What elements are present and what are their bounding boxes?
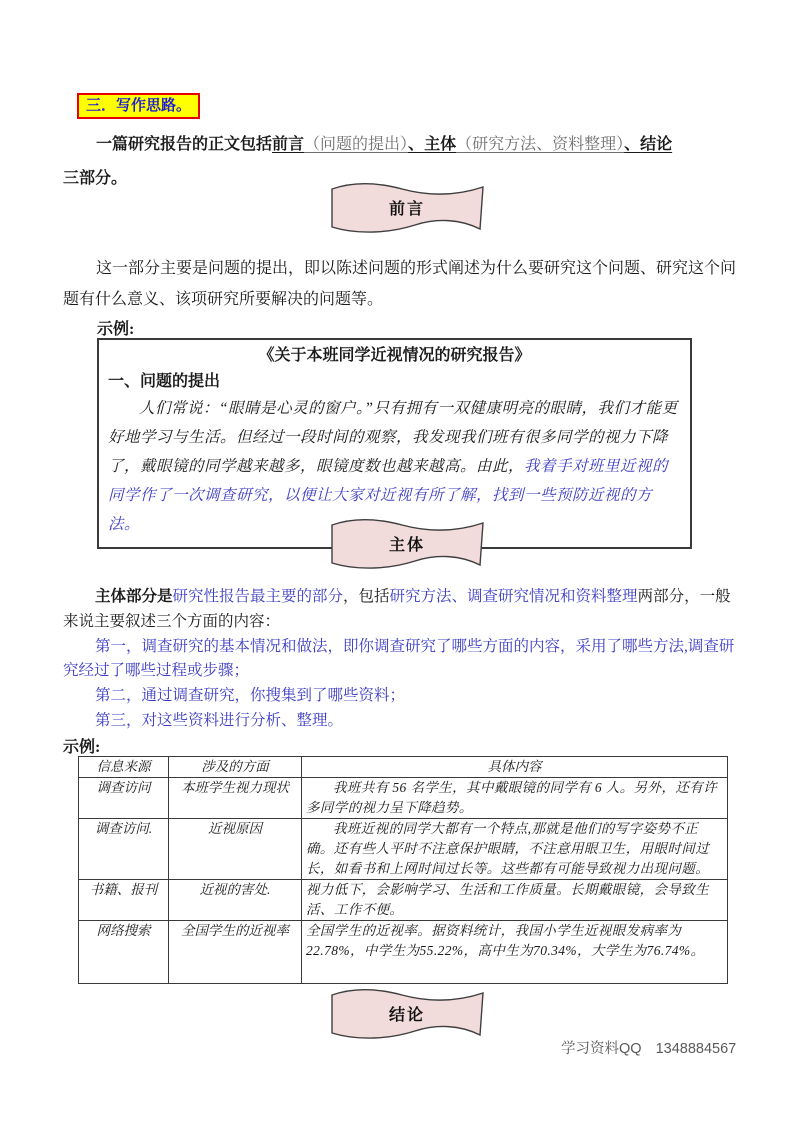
intro-lead: 一篇研究报告的正文包括 — [96, 136, 273, 153]
intro-paren-2: （研究方法、资料整理） — [456, 136, 625, 153]
list-item-second: 第二，通过调查研究，你搜集到了哪些资料； — [95, 687, 406, 705]
detail-cell: 我班近视的同学大都有一个特点,那就是他们的写字姿势不正确。还有些人平时不注意保护眼睛，不注意用眼卫生，用眼时间过长，如看书和上网时间过长等。这些都有可能导致视力出现问题。 — [302, 819, 728, 880]
zhuti-blue-1: 研究性报告最主要的部分 — [172, 588, 344, 605]
intro-tail: 三部分。 — [63, 170, 128, 187]
zhuti-blue-2: 研究方法、调查研究情况和资料整理 — [389, 588, 638, 605]
table-row — [79, 921, 728, 984]
intro-term-zhuti: 主体 — [424, 136, 457, 153]
source-cell: 网络搜索 — [79, 921, 169, 984]
intro-term-qianyan: 前言 — [272, 136, 305, 153]
wave-banner-qianyan — [320, 181, 494, 237]
banner-label-jielun: 结论 — [388, 1007, 425, 1024]
zhuti-section — [63, 585, 739, 734]
detail-cell: 我班共有 56 名学生，其中戴眼镜的同学有 6 人。另外，还有许多同学的视力呈下降趋势。 — [302, 778, 728, 819]
zhuti-lead-bold: 主体部分是 — [95, 588, 173, 605]
zhuti-black-1: ，包括 — [343, 588, 390, 605]
qianyan-paragraph: 这一部分主要是问题的提出，即以陈述问题的形式阐述为什么要研究这个问题、研究这个问题有什么意义、该项研究所要解决的问题等。 — [63, 260, 737, 308]
intro-separator-1: 、 — [408, 136, 425, 153]
example-label-2: 示例: — [63, 739, 101, 756]
zhuti-black-2: 两部分，一般来说主要叙述三个方面的内容： — [63, 588, 731, 630]
table-row — [79, 819, 728, 880]
intro-separator-2: 、 — [624, 136, 641, 153]
footer-label: 学习资料QQ — [561, 1041, 642, 1057]
wave-banner-jielun — [320, 987, 494, 1043]
qq-number: 1348884567 — [655, 1041, 737, 1057]
report-body-blue: 我着手对班里近视的同学作了一次调查研究，以便让大家对近视有所了解，找到一些预防近视的方法。 — [108, 458, 669, 533]
list-item-first: 第一，调查研究的基本情况和做法，即你调查研究了哪些方面的内容，采用了哪些方法,调查研究经过了哪些过程或步骤； — [63, 637, 735, 680]
aspect-cell: 近视原因 — [169, 819, 302, 880]
intro-term-jielun: 结论 — [640, 136, 673, 153]
wave-banner-zhuti — [320, 517, 494, 573]
example-label-1: 示例: — [97, 321, 135, 338]
table-row — [79, 778, 728, 819]
list-item-third: 第三，对这些资料进行分析、整理。 — [95, 711, 344, 729]
aspect-cell: 全国学生的近视率 — [169, 921, 302, 984]
report-body-black: 人们常说：“眼睛是心灵的窗户。”只有拥有一双健康明亮的眼睛，我们才能更好地学习与生活。但经过一段时间的观察，我发现我们班有很多同学的视力下降了，戴眼镜的同学越来越多，眼镜度数也越来越高。由此， — [108, 400, 678, 475]
source-cell: 书籍、报刊 — [79, 880, 169, 921]
table-header-row — [79, 757, 728, 778]
source-cell: 调查访问. — [79, 819, 169, 880]
header-aspect: 涉及的方面 — [169, 757, 302, 778]
aspect-cell: 本班学生视力现状 — [169, 778, 302, 819]
sources-table — [78, 756, 728, 984]
footer-watermark — [561, 1037, 736, 1058]
banner-label-qianyan: 前言 — [388, 201, 425, 218]
report-title: 《关于本班同学近视情况的研究报告》 — [258, 347, 531, 364]
aspect-cell: 近视的害处. — [169, 880, 302, 921]
intro-paren-1: （问题的提出） — [304, 136, 409, 153]
report-section-heading: 一、问题的提出 — [108, 373, 221, 390]
detail-cell: 视力低下，会影响学习、生活和工作质量。长期戴眼镜，会导致生活、工作不便。 — [302, 880, 728, 921]
section-heading-badge: 三．写作思路。 — [77, 93, 200, 119]
source-cell: 调查访问 — [79, 778, 169, 819]
header-source: 信息来源 — [79, 757, 169, 778]
zhuti-lead-paragraph — [63, 585, 739, 635]
header-detail: 具体内容 — [302, 757, 728, 778]
detail-cell: 全国学生的近视率。据资料统计，我国小学生近视眼发病率为22.78%，中学生为55.22%，高中生为70.34%，大学生为76.74%。 — [302, 921, 728, 984]
table-row — [79, 880, 728, 921]
banner-label-zhuti: 主体 — [388, 537, 425, 554]
